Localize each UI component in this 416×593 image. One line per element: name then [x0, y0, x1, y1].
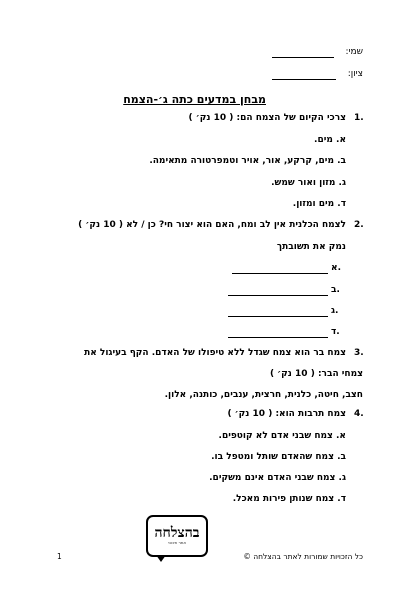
answer-label-d: ד. — [331, 327, 340, 337]
question-1-number: 1. — [354, 113, 364, 123]
answer-line-d[interactable] — [228, 337, 328, 338]
question-3-text-line2: צמחי הבר: ( 10 נק׳ ) — [269, 369, 363, 379]
question-4-number: 4. — [354, 409, 364, 419]
question-1-option-a[interactable]: א. מים. — [314, 135, 346, 145]
speech-bubble-tail-icon — [156, 555, 166, 562]
answer-label-a: א. — [331, 263, 341, 273]
name-label: שמי: — [345, 47, 363, 57]
question-4-option-a[interactable]: א. צמח שבני אדם לא קוטפים. — [218, 431, 346, 441]
answer-line-a[interactable] — [232, 273, 328, 274]
question-1-option-b[interactable]: ב. מים, קרקע, אור, אויר וטמפרטורה מתאימה. — [149, 156, 346, 166]
answer-label-c: ג. — [331, 306, 339, 316]
question-2-number: 2. — [354, 220, 364, 230]
question-4-text: צמח תרבות הוא: ( 10 נק׳ ) — [227, 409, 346, 419]
question-1-option-c[interactable]: ג. מזון ואור שמש. — [271, 178, 346, 188]
page-number: 1 — [57, 552, 62, 561]
question-4-option-b[interactable]: ב. צמח שהאדם שותל ומטפל בו. — [211, 452, 346, 462]
question-2-text: לצמח הכלנית אין לב ומח, האם הוא יצור חי? כן / לא ( 10 נק׳ ) — [78, 220, 346, 230]
logo-subtext: אתר חינוכי — [167, 540, 187, 545]
question-3-number: 3. — [354, 348, 364, 358]
logo-text: בהצלחה — [154, 525, 200, 541]
answer-label-b: ב. — [331, 285, 340, 295]
name-field[interactable] — [272, 57, 334, 58]
answer-line-c[interactable] — [228, 316, 328, 317]
question-4-option-d[interactable]: ד. צמח שנותן פירות מאכל. — [232, 494, 346, 504]
grade-field[interactable] — [272, 79, 336, 80]
question-4-option-c[interactable]: ג. צמח שבני האדם אינם משקים. — [209, 473, 346, 483]
grade-label: ציון: — [347, 69, 363, 79]
success-logo — [146, 515, 208, 557]
question-1-option-d[interactable]: ד. מים ומזון. — [292, 199, 346, 209]
answer-line-b[interactable] — [228, 295, 328, 296]
copyright-footer: כל הזכויות שמורות לאתר בהצלחה © — [243, 552, 363, 561]
question-3-options[interactable]: חצב, חיטה, כלנית, חרצית, ענבים, כותנה, אלון. — [164, 390, 363, 400]
question-1-text: צרכי הקיום של הצמח הם: ( 10 נק׳ ) — [188, 113, 346, 123]
question-3-text-line1: צמח בר הוא צמח שגדל ללא טיפולו של האדם. הקף בעיגול את — [84, 348, 346, 358]
question-2-subtext: נמק את תשובתך — [276, 242, 346, 252]
page-title: מבחן במדעים כתה ג׳-הצמח — [123, 93, 266, 106]
